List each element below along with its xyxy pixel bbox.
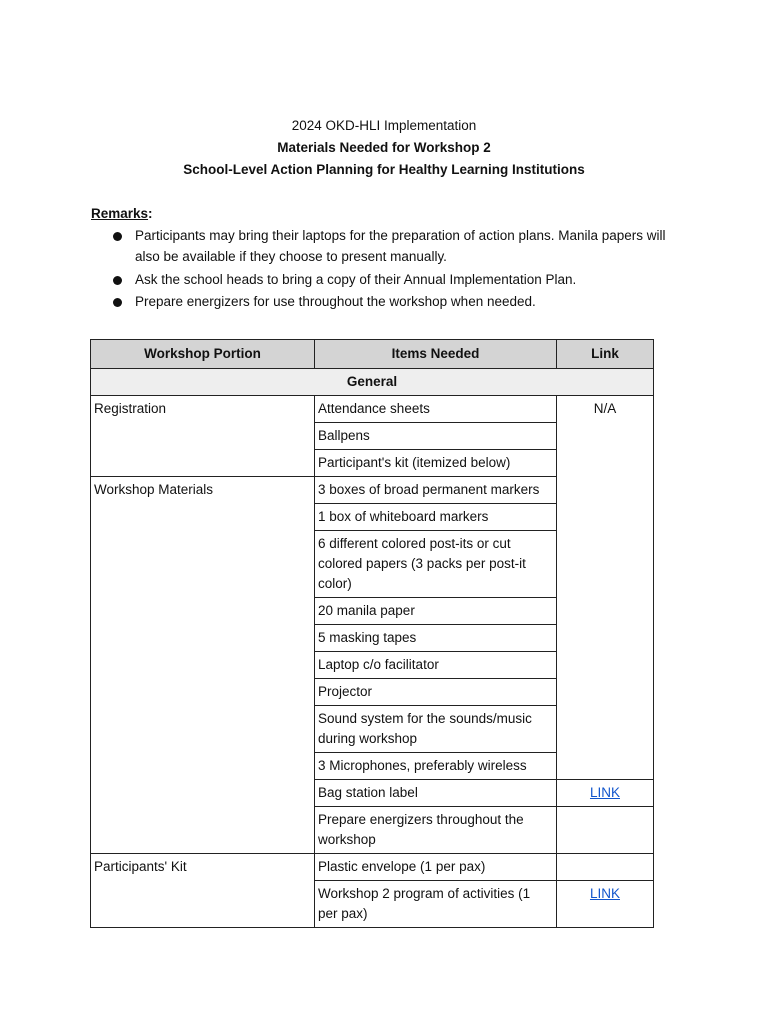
bullet-icon <box>113 276 122 285</box>
link-cell-na: N/A <box>557 396 654 780</box>
item-cell: Laptop c/o facilitator <box>315 652 557 679</box>
item-cell: Participant's kit (itemized below) <box>315 450 557 477</box>
link-cell-empty <box>557 854 654 881</box>
document-header <box>0 115 768 181</box>
program-activities-link[interactable]: LINK <box>589 886 620 901</box>
remarks-heading <box>91 203 681 224</box>
link-cell-program <box>557 881 654 928</box>
remarks-section <box>91 203 681 314</box>
remarks-heading-label: Remarks <box>91 206 149 221</box>
item-cell: Workshop 2 program of activities (1 per pax) <box>315 881 557 928</box>
item-cell: 3 Microphones, preferably wireless <box>315 753 557 780</box>
item-cell: Attendance sheets <box>315 396 557 423</box>
remarks-item-text: Ask the school heads to bring a copy of their Annual Implementation Plan. <box>135 271 577 287</box>
remarks-item-text: Prepare energizers for use throughout the workshop when needed. <box>135 294 536 309</box>
section-general: General <box>91 369 654 396</box>
item-cell: Bag station label <box>315 780 557 807</box>
remarks-item <box>91 291 681 312</box>
remarks-item <box>91 269 681 290</box>
table-row <box>91 396 654 423</box>
header-line-materials: Materials Needed for Workshop 2 <box>277 140 491 155</box>
table-row <box>91 854 654 881</box>
header-workshop-portion: Workshop Portion <box>91 340 315 369</box>
portion-registration: Registration <box>91 396 315 477</box>
link-cell-bag-station <box>557 780 654 807</box>
item-cell: Prepare energizers throughout the workshop <box>315 807 557 854</box>
bag-station-link[interactable]: LINK <box>589 785 620 800</box>
header-line-implementation: 2024 OKD-HLI Implementation <box>291 118 477 133</box>
header-line-title: School-Level Action Planning for Healthy Learning Institutions <box>183 162 585 177</box>
header-link: Link <box>557 340 654 369</box>
item-cell: 5 masking tapes <box>315 625 557 652</box>
remarks-list <box>91 225 681 312</box>
item-cell: Ballpens <box>315 423 557 450</box>
item-cell: 20 manila paper <box>315 598 557 625</box>
remarks-item <box>91 225 681 267</box>
remarks-item-text: Participants may bring their laptops for the preparation of action plans. Manila papers will also be available if they choose to present manually. <box>135 228 666 264</box>
item-cell: Projector <box>315 679 557 706</box>
remarks-heading-colon: : <box>148 206 153 221</box>
materials-table <box>90 339 654 928</box>
header-items-needed: Items Needed <box>315 340 557 369</box>
item-cell: 3 boxes of broad permanent markers <box>315 477 557 504</box>
bullet-icon <box>113 298 122 307</box>
section-row-general <box>91 369 654 396</box>
item-cell: Plastic envelope (1 per pax) <box>315 854 557 881</box>
item-cell: Sound system for the sounds/music during workshop <box>315 706 557 753</box>
item-cell: 1 box of whiteboard markers <box>315 504 557 531</box>
link-cell-empty <box>557 807 654 854</box>
bullet-icon <box>113 232 122 241</box>
item-cell: 6 different colored post-its or cut colored papers (3 packs per post-it color) <box>315 531 557 598</box>
table-header-row <box>91 340 654 369</box>
portion-participants-kit: Participants' Kit <box>91 854 315 928</box>
portion-workshop-materials: Workshop Materials <box>91 477 315 854</box>
